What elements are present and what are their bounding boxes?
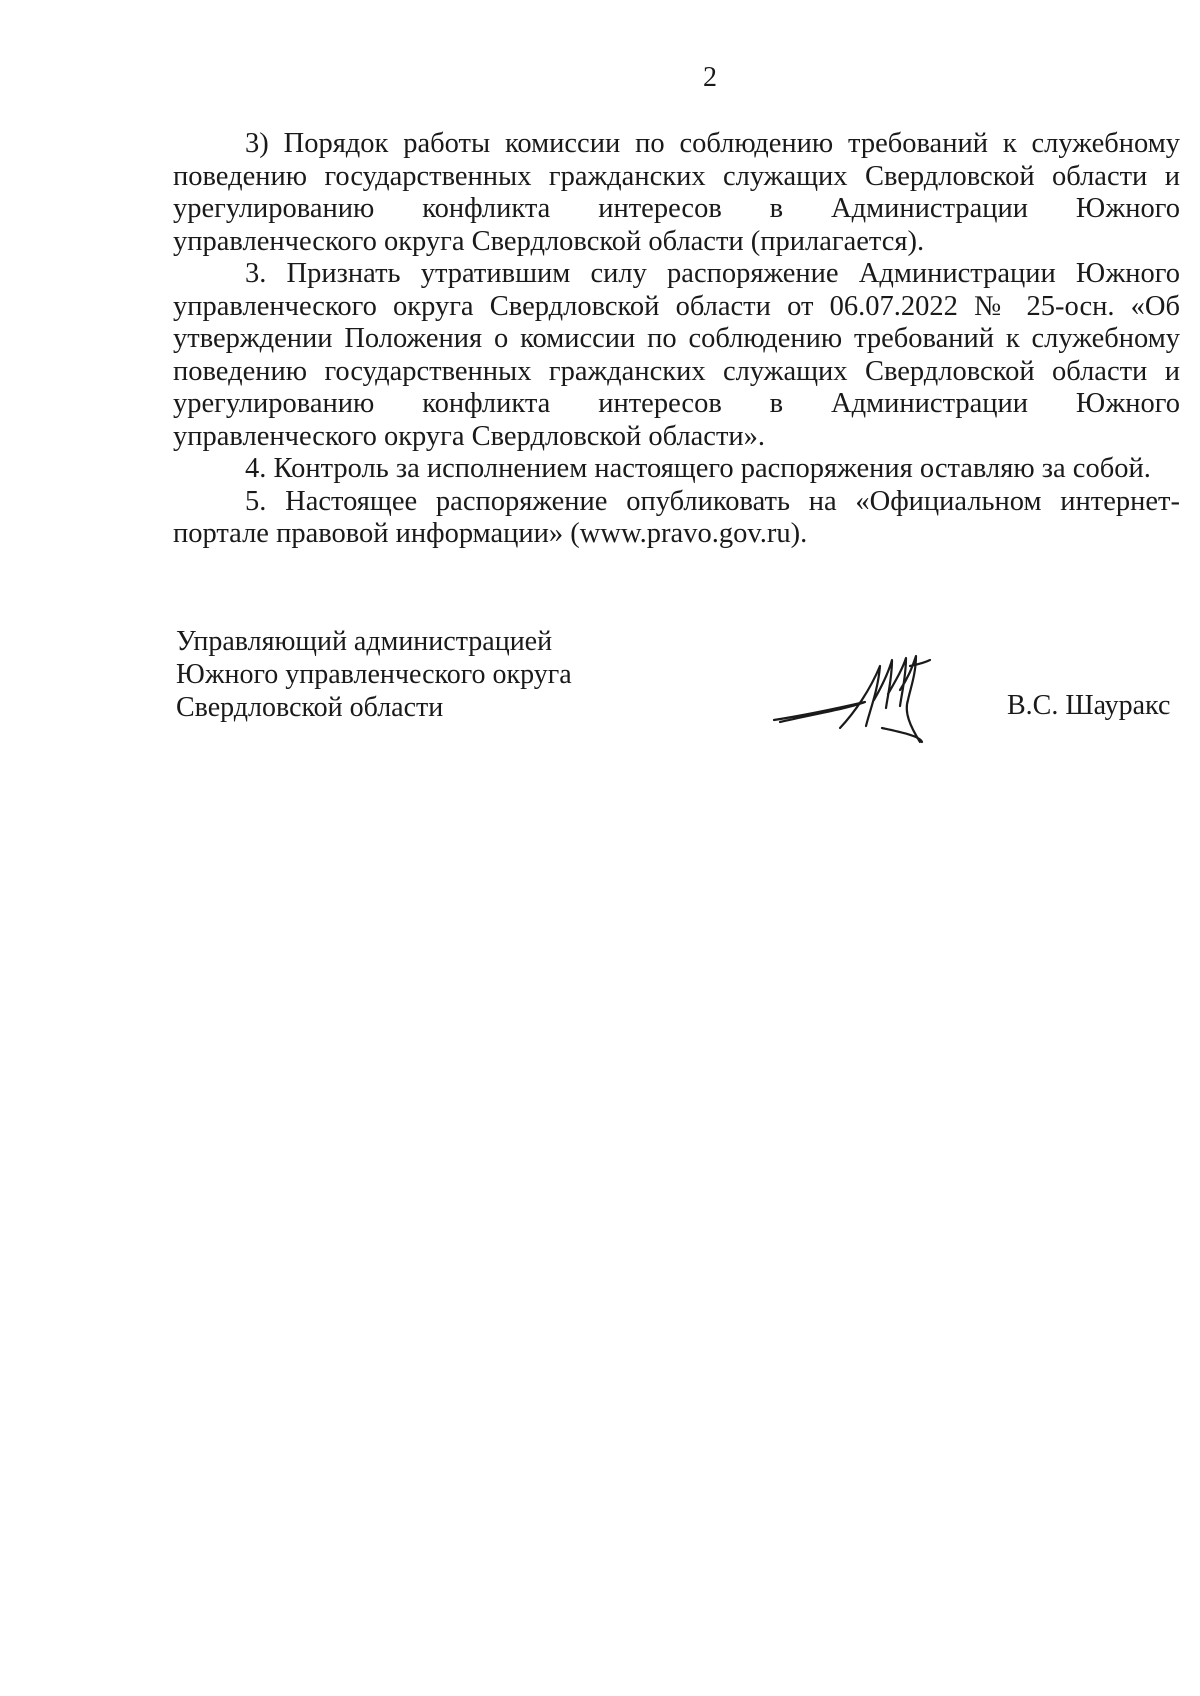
paragraph-repeal-order: 3. Признать утратившим силу распоряжение Администрации Южного управленческого округа Свердловской области от 06.07.2022 № 25-осн. «Об утверждении Положения о комиссии по соблюдению требований к служебному поведению государственных гражданских служащих Свердловской области и урегулированию конфликта интересов в Администрации Южного управленческого округа Свердловской области». [173,258,1180,452]
position-line: Управляющий администрацией [176,626,553,657]
paragraph-publication: 5. Настоящее распоряжение опубликовать на «Официальном интернет-портале правовой информации» (www.pravo.gov.ru). [173,485,1180,549]
handwritten-signature [770,650,960,760]
position-line: Южного управленческого округа [176,659,572,690]
paragraph-control: 4. Контроль за исполнением настоящего распоряжения оставляю за собой. [245,453,1151,484]
page-number: 2 [703,62,717,93]
signatory-name: В.С. Шауракс [1007,690,1171,721]
paragraph-item-3: 3) Порядок работы комиссии по соблюдению требований к служебному поведению государственных гражданских служащих Свердловской области и урегулированию конфликта интересов в Администрации Южного управленческого округа Свердловской области (прилагается). [173,128,1180,257]
position-line: Свердловской области [176,692,444,723]
document-body [173,128,1180,551]
signatory-position [176,625,572,724]
